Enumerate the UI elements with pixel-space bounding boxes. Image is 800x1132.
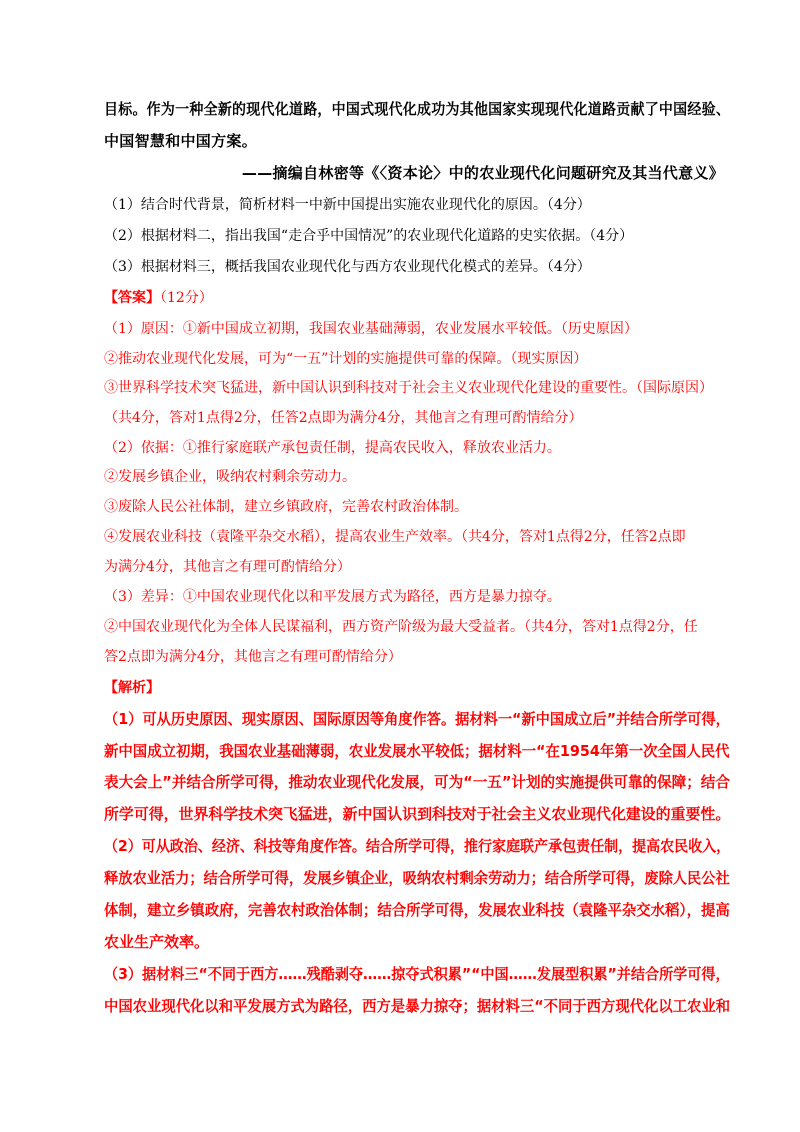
question-1: （1）结合时代背景，简析材料一中新中国提出实施农业现代化的原因。（4分） (104, 197, 591, 213)
answer-line: ③废除人民公社体制，建立乡镇政府，完善农村政治体制。 (104, 499, 468, 515)
answer-line: （2）依据：①推行家庭联产承包责任制，提高农民收入，释放农业活力。 (104, 440, 561, 456)
analysis-line: （1）可从历史原因、现实原因、国际原因等角度作答。据材料一“新中国成立后”并结合所学可得， (104, 710, 730, 728)
analysis-line: 表大会上”并结合所学可得，推动农业现代化发展，可为“一五”计划的实施提供可靠的保障；结合 (104, 773, 730, 791)
analysis-line: 释放农业活力；结合所学可得，发展乡镇企业，吸纳农村剩余劳动力；结合所学可得，废除人民公社 (104, 869, 730, 887)
answer-line: ②中国农业现代化为全体人民谋福利，西方资产阶级为最大受益者。（共4分，答对1点得2分，任 (104, 619, 698, 635)
answer-line: ③世界科学技术突飞猛进，新中国认识到科技对于社会主义农业现代化建设的重要性。（国际原因） (104, 380, 713, 396)
answer-tag: 【答案】 (104, 290, 160, 306)
answer-line: 为满分4分，其他言之有理可酌情给分） (104, 559, 351, 575)
answer-line: ②推动农业现代化发展，可为“一五”计划的实施提供可靠的保障。（现实原因） (104, 351, 588, 367)
answer-score: （12分） (160, 290, 213, 306)
analysis-line: （3）据材料三“不同于西方……残酷剥夺……掠夺式积累”“中国……发展型积累”并结合所学可得， (104, 965, 730, 983)
analysis-line: （2）可从政治、经济、科技等角度作答。结合所学可得，推行家庭联产承包责任制，提高农民收入， (104, 837, 731, 855)
answer-line: （1）原因：①新中国成立初期，我国农业基础薄弱，农业发展水平较低。（历史原因） (104, 321, 638, 337)
material-text-line: 目标。作为一种全新的现代化道路，中国式现代化成功为其他国家实现现代化道路贡献了中国经验、 (104, 100, 731, 118)
question-2: （2）根据材料二，指出我国“走合乎中国情况”的农业现代化道路的史实依据。（4分） (104, 228, 634, 244)
material-source: ——摘编自林密等《〈资本论〉中的农业现代化问题研究及其当代意义》 (241, 164, 724, 182)
material-text-line: 中国智慧和中国方案。 (104, 132, 258, 150)
analysis-line: 中国农业现代化以和平发展方式为路径，西方是暴力掠夺；据材料三“不同于西方现代化以工农业和 (104, 997, 731, 1015)
analysis-line: 所学可得，世界科学技术突飞猛进，新中国认识到科技对于社会主义农业现代化建设的重要性。 (104, 805, 731, 823)
answer-line: （3）差异：①中国农业现代化以和平发展方式为路径，西方是暴力掠夺。 (104, 589, 561, 605)
analysis-line: 体制，建立乡镇政府，完善农村政治体制；结合所学可得，发展农业科技（袁隆平杂交水稻），提高 (104, 901, 730, 919)
answer-line: 答2点即为满分4分，其他言之有理可酌情给分） (104, 649, 402, 665)
answer-header (104, 287, 213, 307)
analysis-line: 新中国成立初期，我国农业基础薄弱，农业发展水平较低；据材料一“在1954年第一次全国人民代 (104, 742, 730, 760)
analysis-line: 农业生产效率。 (104, 933, 210, 951)
answer-line: （共4分，答对1点得2分，任答2点即为满分4分，其他言之有理可酌情给分） (104, 410, 583, 426)
answer-line: ④发展农业科技（袁隆平杂交水稻），提高农业生产效率。（共4分，答对1点得2分，任答2点即 (104, 529, 686, 545)
analysis-tag: 【解析】 (104, 680, 160, 696)
question-3: （3）根据材料三，概括我国农业现代化与西方农业现代化模式的差异。（4分） (104, 259, 591, 275)
answer-line: ②发展乡镇企业，吸纳农村剩余劳动力。 (104, 469, 356, 485)
